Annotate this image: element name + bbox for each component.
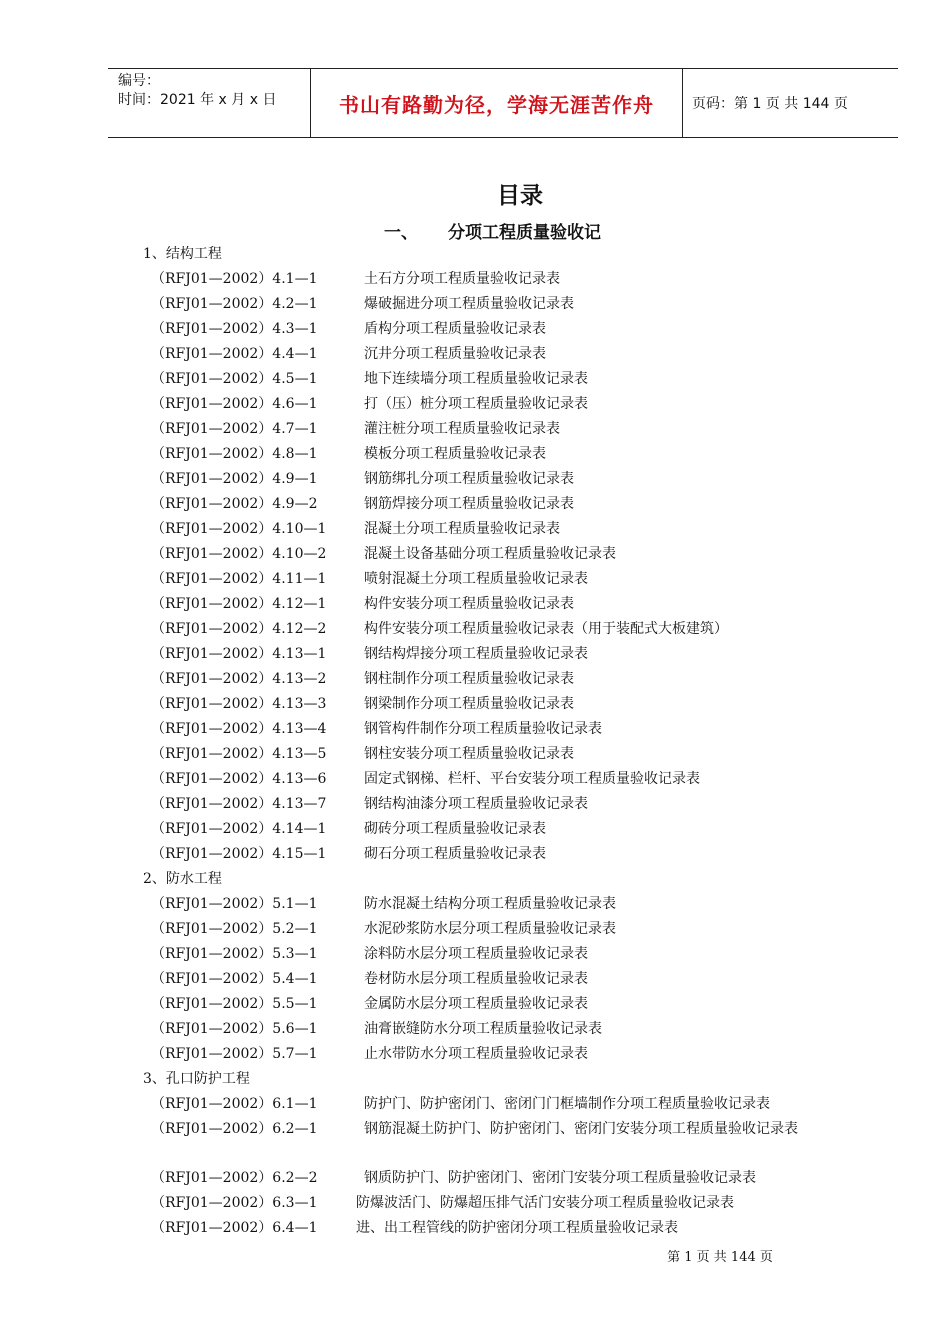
- toc-entry: [0, 717, 950, 742]
- header-meta: [108, 69, 311, 137]
- entry-code: （RFJ01—2002）4.12—2: [151, 621, 327, 637]
- toc-entry: [0, 342, 950, 367]
- entry-title: 防护门、防护密闭门、密闭门门框墙制作分项工程质量验收记录表: [364, 1096, 770, 1112]
- entry-code: （RFJ01—2002）4.10—2: [151, 546, 327, 562]
- entry-title: 构件安装分项工程质量验收记录表（用于装配式大板建筑）: [364, 621, 728, 637]
- entry-code: （RFJ01—2002）4.9—1: [151, 471, 318, 487]
- entry-title: 打（压）桩分项工程质量验收记录表: [364, 396, 588, 412]
- entry-title: 钢柱安装分项工程质量验收记录表: [364, 746, 574, 762]
- entry-title: 模板分项工程质量验收记录表: [364, 446, 546, 462]
- toc-entry: [0, 1092, 950, 1117]
- entry-title: 进、出工程管线的防护密闭分项工程质量验收记录表: [356, 1220, 678, 1236]
- toc-entry: [0, 1117, 950, 1166]
- entry-title: 固定式钢梯、栏杆、平台安装分项工程质量验收记录表: [364, 771, 700, 787]
- entry-code: （RFJ01—2002）4.12—1: [151, 596, 327, 612]
- toc-entry: [0, 592, 950, 617]
- entry-code: （RFJ01—2002）5.3—1: [151, 946, 318, 962]
- entry-title: 爆破掘进分项工程质量验收记录表: [364, 296, 574, 312]
- header-motto: 书山有路勤为径，学海无涯苦作舟: [339, 92, 654, 117]
- toc-entry: [0, 742, 950, 767]
- toc-entry: [0, 417, 950, 442]
- toc-entry: [0, 942, 950, 967]
- entry-title: 卷材防水层分项工程质量验收记录表: [364, 971, 588, 987]
- entry-code: （RFJ01—2002）6.2—1: [151, 1121, 318, 1137]
- toc-entry: [0, 817, 950, 842]
- toc-entry: [0, 642, 950, 667]
- document-date: 时间：2021 年 x 月 x 日: [118, 92, 277, 108]
- subtitle-text: 分项工程质量验收记: [448, 223, 601, 243]
- toc-entry: [0, 1191, 950, 1216]
- entry-title: 砌石分项工程质量验收记录表: [364, 846, 546, 862]
- entry-title: 灌注桩分项工程质量验收记录表: [364, 421, 560, 437]
- entry-code: （RFJ01—2002）4.2—1: [151, 296, 318, 312]
- entry-title: 钢管构件制作分项工程质量验收记录表: [364, 721, 602, 737]
- entry-code: （RFJ01—2002）4.7—1: [151, 421, 318, 437]
- entry-code: （RFJ01—2002）4.13—4: [151, 721, 327, 737]
- entry-code: （RFJ01—2002）4.13—6: [151, 771, 327, 787]
- entry-code: （RFJ01—2002）4.1—1: [151, 271, 318, 287]
- entry-code: （RFJ01—2002）4.13—5: [151, 746, 327, 762]
- entry-title: 沉井分项工程质量验收记录表: [364, 346, 546, 362]
- subtitle-number: 一、: [384, 223, 418, 243]
- entry-title: 防爆波活门、防爆超压排气活门安装分项工程质量验收记录表: [356, 1195, 734, 1211]
- toc-entry: [0, 667, 950, 692]
- entry-code: （RFJ01—2002）4.5—1: [151, 371, 318, 387]
- entry-title: 止水带防水分项工程质量验收记录表: [364, 1046, 588, 1062]
- toc-entry: [0, 917, 950, 942]
- toc-entry: [0, 1042, 950, 1067]
- entry-title: 防水混凝土结构分项工程质量验收记录表: [364, 896, 616, 912]
- toc-entry: [0, 1017, 950, 1042]
- section-heading: 3、孔口防护工程: [143, 1071, 250, 1087]
- entry-title: 油膏嵌缝防水分项工程质量验收记录表: [364, 1021, 602, 1037]
- entry-title: 金属防水层分项工程质量验收记录表: [364, 996, 588, 1012]
- toc-entry: [0, 492, 950, 517]
- entry-code: （RFJ01—2002）4.15—1: [151, 846, 327, 862]
- entry-code: （RFJ01—2002）5.2—1: [151, 921, 318, 937]
- entry-code: （RFJ01—2002）6.3—1: [151, 1195, 318, 1211]
- entry-code: （RFJ01—2002）4.13—2: [151, 671, 327, 687]
- toc-entry: [0, 617, 950, 642]
- entry-title: 钢结构油漆分项工程质量验收记录表: [364, 796, 588, 812]
- entry-code: （RFJ01—2002）4.13—3: [151, 696, 327, 712]
- entry-title: 混凝土设备基础分项工程质量验收记录表: [364, 546, 616, 562]
- entry-title: 盾构分项工程质量验收记录表: [364, 321, 546, 337]
- section-heading: 2、防水工程: [143, 871, 222, 887]
- header-page-info: 页码：第 1 页 共 144 页: [692, 96, 848, 112]
- toc-entry: [0, 267, 950, 292]
- entry-title: 钢筋绑扎分项工程质量验收记录表: [364, 471, 574, 487]
- page-footer: 第 1 页 共 144 页: [667, 1250, 773, 1265]
- toc-entry: [0, 967, 950, 992]
- toc-entry: [0, 992, 950, 1017]
- entry-code: （RFJ01—2002）5.6—1: [151, 1021, 318, 1037]
- entry-code: （RFJ01—2002）6.1—1: [151, 1096, 318, 1112]
- section-heading: 1、结构工程: [143, 246, 222, 262]
- page-title: 目录: [497, 183, 543, 209]
- toc-entry: [0, 892, 950, 917]
- entry-title: 钢筋混凝土防护门、防护密闭门、密闭门安装分项工程质量验收记录表: [364, 1121, 798, 1137]
- document-header: [108, 68, 898, 138]
- document-number: 编号：: [118, 73, 160, 89]
- entry-code: （RFJ01—2002）5.1—1: [151, 896, 318, 912]
- entry-title: 喷射混凝土分项工程质量验收记录表: [364, 571, 588, 587]
- entry-code: （RFJ01—2002）4.13—7: [151, 796, 327, 812]
- entry-title: 钢筋焊接分项工程质量验收记录表: [364, 496, 574, 512]
- entry-title: 混凝土分项工程质量验收记录表: [364, 521, 560, 537]
- toc-entry: [0, 842, 950, 867]
- entry-title: 涂料防水层分项工程质量验收记录表: [364, 946, 588, 962]
- entry-title: 地下连续墙分项工程质量验收记录表: [364, 371, 588, 387]
- entry-code: （RFJ01—2002）4.8—1: [151, 446, 318, 462]
- toc-entry: [0, 542, 950, 567]
- toc-entry: [0, 317, 950, 342]
- toc-entry: [0, 792, 950, 817]
- header-motto-cell: [311, 69, 683, 137]
- entry-code: （RFJ01—2002）4.13—1: [151, 646, 327, 662]
- entry-code: （RFJ01—2002）4.6—1: [151, 396, 318, 412]
- entry-code: （RFJ01—2002）4.10—1: [151, 521, 327, 537]
- toc-entry: [0, 1166, 950, 1191]
- entry-title: 构件安装分项工程质量验收记录表: [364, 596, 574, 612]
- entry-code: （RFJ01—2002）5.5—1: [151, 996, 318, 1012]
- entry-title: 水泥砂浆防水层分项工程质量验收记录表: [364, 921, 616, 937]
- toc-entry: [0, 692, 950, 717]
- entry-code: （RFJ01—2002）6.2—2: [151, 1170, 318, 1186]
- entry-title: 钢柱制作分项工程质量验收记录表: [364, 671, 574, 687]
- entry-code: （RFJ01—2002）4.3—1: [151, 321, 318, 337]
- entry-title: 土石方分项工程质量验收记录表: [364, 271, 560, 287]
- entry-code: （RFJ01—2002）4.9—2: [151, 496, 318, 512]
- toc-entry: [0, 517, 950, 542]
- toc-entry: [0, 442, 950, 467]
- entry-code: （RFJ01—2002）6.4—1: [151, 1220, 318, 1236]
- toc-entry: [0, 392, 950, 417]
- entry-title: 钢质防护门、防护密闭门、密闭门安装分项工程质量验收记录表: [364, 1170, 756, 1186]
- entry-code: （RFJ01—2002）4.4—1: [151, 346, 318, 362]
- toc-entry: [0, 567, 950, 592]
- toc-entry: [0, 767, 950, 792]
- entry-code: （RFJ01—2002）4.14—1: [151, 821, 327, 837]
- entry-code: （RFJ01—2002）5.7—1: [151, 1046, 318, 1062]
- toc-entry: [0, 292, 950, 317]
- entry-code: （RFJ01—2002）4.11—1: [151, 571, 327, 587]
- toc-entry: [0, 467, 950, 492]
- entry-title: 砌砖分项工程质量验收记录表: [364, 821, 546, 837]
- table-of-contents: [0, 242, 950, 1241]
- entry-title: 钢梁制作分项工程质量验收记录表: [364, 696, 574, 712]
- toc-entry: [0, 1216, 950, 1241]
- entry-code: （RFJ01—2002）5.4—1: [151, 971, 318, 987]
- toc-entry: [0, 367, 950, 392]
- section-subtitle: [384, 218, 601, 243]
- entry-title: 钢结构焊接分项工程质量验收记录表: [364, 646, 588, 662]
